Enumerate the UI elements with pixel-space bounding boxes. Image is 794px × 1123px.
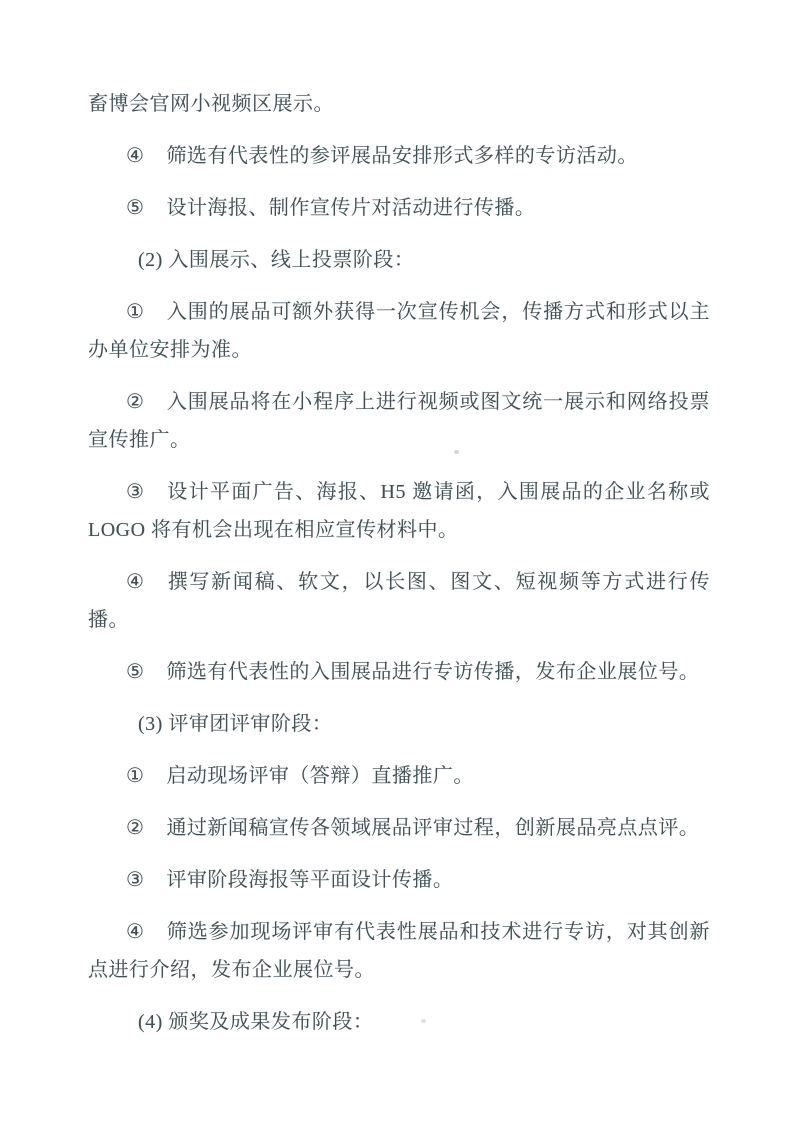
- list-item-number: ③: [126, 869, 145, 891]
- list-item-number: ⑤: [126, 197, 145, 219]
- list-item-number: ④: [126, 145, 145, 167]
- list-item: [88, 913, 710, 989]
- list-item-text: 筛选有代表性的入围展品进行专访传播，发布企业展位号。: [166, 661, 700, 683]
- list-item-number: ③: [126, 481, 146, 503]
- list-item: [88, 383, 710, 459]
- section-header-3: (3) 评审团评审阶段：: [138, 713, 333, 735]
- section-header-4: (4) 颁奖及成果发布阶段：: [138, 1011, 374, 1033]
- list-item: [88, 563, 710, 639]
- list-item-text: 设计平面广告、海报、H5 邀请函，入围展品的企业名称或 LOGO 将有机会出现在相应宣传材料中。: [88, 481, 710, 541]
- list-item-number: ②: [126, 391, 145, 413]
- list-item-number: ②: [126, 817, 145, 839]
- list-item-text: 通过新闻稿宣传各领域展品评审过程，创新展品亮点点评。: [166, 817, 700, 839]
- list-item: [88, 757, 710, 795]
- list-item-text: 评审阶段海报等平面设计传播。: [166, 869, 454, 891]
- scan-speck: [454, 450, 459, 454]
- list-item-text: 撰写新闻稿、软文，以长图、图文、短视频等方式进行传播。: [88, 571, 711, 631]
- list-item: [88, 137, 710, 175]
- section-header-2: (2) 入围展示、线上投票阶段：: [138, 249, 415, 271]
- list-item: [88, 809, 710, 847]
- list-item-text: 筛选参加现场评审有代表性展品和技术进行专访，对其创新点进行介绍，发布企业展位号。: [88, 921, 710, 981]
- list-item: [88, 293, 710, 369]
- list-item-text: 设计海报、制作宣传片对活动进行传播。: [166, 197, 536, 219]
- list-item-number: ⑤: [126, 661, 145, 683]
- list-item-text: 启动现场评审（答辩）直播推广。: [166, 765, 474, 787]
- list-item-number: ①: [126, 765, 145, 787]
- list-item: [88, 653, 710, 691]
- list-item-text: 筛选有代表性的参评展品安排形式多样的专访活动。: [166, 145, 638, 167]
- list-item-text: 入围展品将在小程序上进行视频或图文统一展示和网络投票宣传推广。: [88, 391, 710, 451]
- list-item: [88, 189, 710, 227]
- list-item-number: ④: [126, 571, 146, 593]
- list-item-text: 入围的展品可额外获得一次宣传机会，传播方式和形式以主办单位安排为准。: [88, 301, 710, 361]
- list-item-number: ①: [126, 301, 145, 323]
- paragraph-continuation: 畜博会官网小视频区展示。: [88, 93, 334, 115]
- list-item: [88, 473, 710, 549]
- list-item-number: ④: [126, 921, 145, 943]
- scan-speck: [421, 1019, 426, 1023]
- list-item: [88, 861, 710, 899]
